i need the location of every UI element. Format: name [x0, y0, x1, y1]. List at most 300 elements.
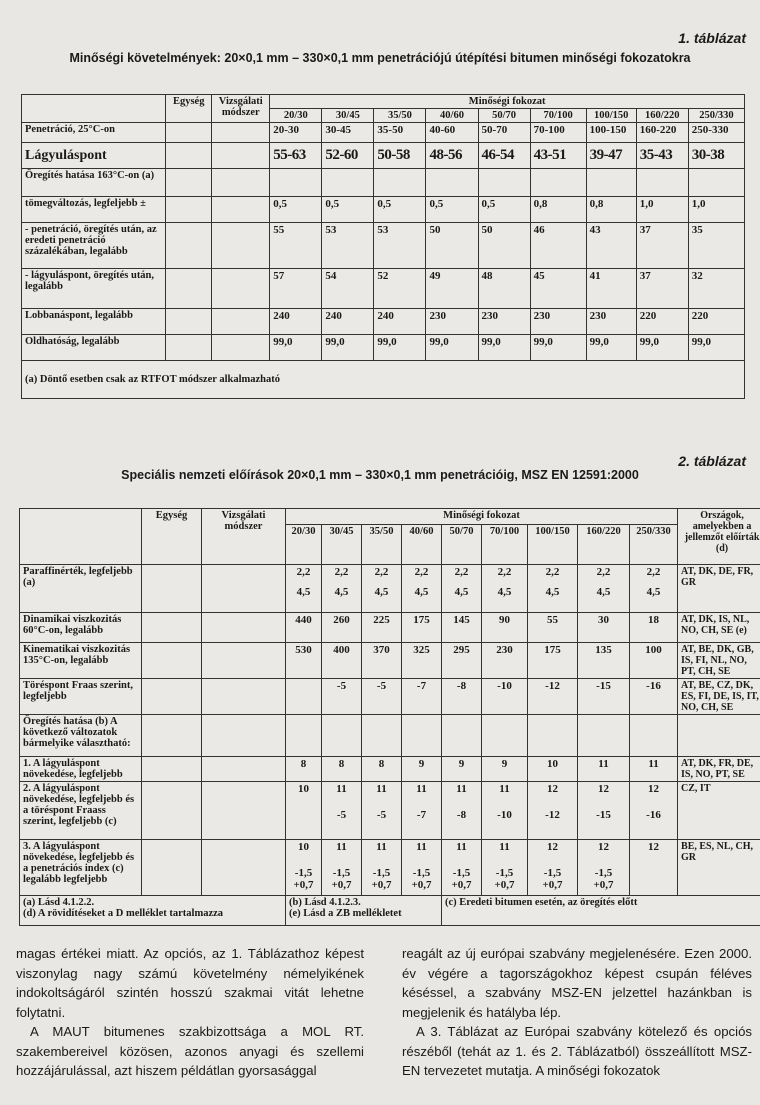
t2-value: [445, 716, 478, 728]
t2-value: 4,5: [454, 586, 469, 598]
t1-value-cell: 50: [426, 223, 478, 269]
t2-value-cell: [322, 679, 362, 715]
t1-row-label: tömegváltozás, legfeljebb ±: [22, 197, 166, 223]
t1-value-cell: 0,5: [322, 197, 374, 223]
t2-value-cell: [482, 643, 528, 679]
t2-countries-cell: AT, DK, DE, FR, GR: [678, 565, 760, 613]
t1-method-header: Vizsgálati módszer: [212, 95, 270, 123]
t2-value-cell: [442, 643, 482, 679]
table1: [21, 94, 745, 399]
t2-value-cell: [286, 757, 322, 782]
t2-row: [20, 782, 760, 840]
t2-value: 12: [648, 841, 660, 853]
t1-method-cell: [212, 197, 270, 223]
t1-grade-header: 70/100: [530, 109, 586, 123]
t1-value-cell: 20-30: [270, 123, 322, 143]
t2-row-label: Töréspont Fraas szerint, legfeljebb: [20, 679, 142, 715]
t2-value-cell: [528, 757, 578, 782]
t2-value: -1,5: [452, 867, 471, 879]
t1-value-cell: 1,0: [688, 197, 744, 223]
t1-value-cell: 43: [586, 223, 636, 269]
t2-row: [20, 840, 760, 896]
t2-countries-cell: [678, 715, 760, 757]
t2-value-cell: [442, 840, 482, 896]
t2-countries-cell: CZ, IT: [678, 782, 760, 840]
t2-value: 11: [376, 783, 387, 795]
t1-grade-header: 100/150: [586, 109, 636, 123]
table2-title: Speciális nemzeti előírások 20×0,1 mm – 330×0,1 mm penetrációig, MSZ EN 12591:2000: [121, 468, 639, 482]
t2-value-cell: [630, 757, 678, 782]
body-right-paragraph-1: reagált az új európai szabvány megjelenésére. Ezen 2000. év végére a tagországokhoz képest csupán féléves késéssel, a szabvány MSZ-EN jelzettel hazánkban is megjelenik és hatályba lép.: [402, 946, 752, 1020]
t2-row-label: Kinematikai viszkozitás 135°C-on, legalább: [20, 643, 142, 679]
t1-value-cell: 99,0: [688, 335, 744, 361]
t2-method-cell: [202, 757, 286, 782]
t2-value: 11: [499, 783, 510, 795]
t2-value: 18: [648, 614, 660, 626]
t1-grade-header: 20/30: [270, 109, 322, 123]
t1-row-label: Lágyuláspont: [22, 143, 166, 169]
t2-value: 2,2: [414, 566, 429, 578]
t2-unit-header: Egység: [142, 509, 202, 565]
t2-value: -16: [646, 680, 661, 692]
t1-value-cell: 99,0: [426, 335, 478, 361]
t1-row: [22, 309, 745, 335]
t2-countries-cell: AT, BE, DK, GB, IS, FI, NL, NO, PT, CH, SE: [678, 643, 760, 679]
t1-value-cell: 53: [374, 223, 426, 269]
t2-row: [20, 613, 760, 643]
table2-number: 2. táblázat: [678, 453, 746, 469]
t1-value-cell: [530, 169, 586, 197]
t2-method-cell: [202, 643, 286, 679]
t2-value: [325, 716, 358, 728]
t2-value-cell: [528, 679, 578, 715]
t2-value-cell: [402, 715, 442, 757]
t2-value: +0,7: [293, 879, 314, 891]
t1-unit-cell: [166, 143, 212, 169]
t2-grade-header: 70/100: [482, 525, 528, 565]
t2-unit-cell: [142, 643, 202, 679]
t2-value: [289, 680, 318, 692]
t1-grade-header: 30/45: [322, 109, 374, 123]
t2-value: 10: [298, 841, 309, 853]
t1-value-cell: 39-47: [586, 143, 636, 169]
t2-value-cell: [482, 613, 528, 643]
t1-corner: [22, 95, 166, 123]
t1-unit-cell: [166, 309, 212, 335]
t2-value: 12: [598, 841, 609, 853]
t2-value: [633, 867, 674, 879]
t2-value: 2,2: [374, 566, 389, 578]
t2-value-cell: [578, 643, 630, 679]
t2-value-cell: [630, 840, 678, 896]
t2-grade-header: 250/330: [630, 525, 678, 565]
t2-value-cell: [528, 565, 578, 613]
t1-value-cell: 0,5: [478, 197, 530, 223]
t2-value: -15: [596, 809, 611, 821]
t1-row: [22, 335, 745, 361]
t2-value: +0,7: [331, 879, 352, 891]
t2-value-cell: [578, 715, 630, 757]
t2-value: 2,2: [596, 566, 611, 578]
t1-value-cell: 100-150: [586, 123, 636, 143]
t2-countries-cell: BE, ES, NL, CH, GR: [678, 840, 760, 896]
t1-value-cell: [426, 169, 478, 197]
t1-value-cell: 53: [322, 223, 374, 269]
t2-value: -8: [456, 809, 467, 821]
table1-title: Minőségi követelmények: 20×0,1 mm – 330×0,1 mm penetrációjú útépítési bitumen minőségi fokozatokra: [69, 51, 691, 65]
t2-value-cell: [630, 643, 678, 679]
t1-method-cell: [212, 269, 270, 309]
t2-unit-cell: [142, 565, 202, 613]
t2-value: 11: [598, 758, 609, 770]
t1-unit-cell: [166, 197, 212, 223]
t2-value: [531, 716, 574, 728]
t2-value-cell: [402, 613, 442, 643]
t2-countries-cell: AT, DK, FR, DE, IS, NO, PT, SE: [678, 757, 760, 782]
t1-value-cell: 99,0: [530, 335, 586, 361]
t2-method-cell: [202, 840, 286, 896]
t1-value-cell: 48-56: [426, 143, 478, 169]
t2-value-cell: [322, 565, 362, 613]
t2-value: 2,2: [646, 566, 661, 578]
t2-value: -15: [596, 680, 611, 692]
t1-value-cell: 99,0: [270, 335, 322, 361]
t2-row: [20, 643, 760, 679]
t2-value-cell: [528, 613, 578, 643]
t2-grade-header: 20/30: [286, 525, 322, 565]
t1-value-cell: 50: [478, 223, 530, 269]
t1-row-label: Lobbanáspont, legalább: [22, 309, 166, 335]
t2-value: -5: [376, 809, 387, 821]
t2-value: 9: [501, 758, 508, 770]
t2-value: 4,5: [596, 586, 611, 598]
t1-value-cell: 37: [636, 269, 688, 309]
t1-value-cell: 46-54: [478, 143, 530, 169]
t2-value-cell: [528, 715, 578, 757]
t2-value-cell: [362, 757, 402, 782]
t1-grade-header: 40/60: [426, 109, 478, 123]
t1-value-cell: 52: [374, 269, 426, 309]
t2-value: 9: [458, 758, 465, 770]
t2-value-cell: [322, 782, 362, 840]
t1-row-label: Penetráció, 25°C-on: [22, 123, 166, 143]
t2-value: +0,7: [451, 879, 472, 891]
t2-row-label: 3. A lágyuláspont növekedése, legfeljebb és a penetrációs index (c) legalább legfeljebb: [20, 840, 142, 896]
t2-value-cell: [362, 840, 402, 896]
t1-value-cell: 54: [322, 269, 374, 309]
t1-value-cell: 52-60: [322, 143, 374, 169]
t2-method-cell: [202, 679, 286, 715]
t2-value: 2,2: [296, 566, 311, 578]
t2-value: 11: [376, 841, 387, 853]
t2-row: [20, 679, 760, 715]
t2-value-cell: [322, 715, 362, 757]
t2-row-label: 1. A lágyuláspont növekedése, legfeljebb: [20, 757, 142, 782]
t2-value: -1,5: [594, 867, 613, 879]
t1-footnote: (a) Döntő esetben csak az RTFOT módszer alkalmazható: [22, 361, 745, 399]
t2-value: 4,5: [646, 586, 661, 598]
t2-value: +0,7: [371, 879, 392, 891]
t2-value: [485, 716, 524, 728]
t1-method-cell: [212, 223, 270, 269]
t2-value: [633, 716, 674, 728]
t2-method-cell: [202, 715, 286, 757]
t1-grade-group-header: Minőségi fokozat: [270, 95, 745, 109]
t1-value-cell: 1,0: [636, 197, 688, 223]
t2-value: 11: [336, 783, 347, 795]
t2-value-cell: [630, 715, 678, 757]
t1-row: [22, 197, 745, 223]
t1-method-cell: [212, 143, 270, 169]
t2-value: -7: [416, 809, 427, 821]
t2-unit-cell: [142, 613, 202, 643]
t2-value-cell: [630, 613, 678, 643]
t2-method-cell: [202, 565, 286, 613]
t1-value-cell: 48: [478, 269, 530, 309]
t1-value-cell: 50-58: [374, 143, 426, 169]
t2-value: 90: [499, 614, 510, 626]
t1-value-cell: [270, 169, 322, 197]
t2-value: 4,5: [334, 586, 349, 598]
t2-value-cell: [286, 643, 322, 679]
t1-value-cell: 99,0: [636, 335, 688, 361]
t1-value-cell: 250-330: [688, 123, 744, 143]
table1-number: 1. táblázat: [678, 30, 746, 46]
t2-value-cell: [286, 715, 322, 757]
t2-value-cell: [482, 757, 528, 782]
t2-value: -10: [497, 809, 512, 821]
t1-value-cell: 57: [270, 269, 322, 309]
t2-value-cell: [630, 782, 678, 840]
t2-value-cell: [286, 679, 322, 715]
t2-grade-header: 100/150: [528, 525, 578, 565]
t1-value-cell: 49: [426, 269, 478, 309]
t2-value-cell: [322, 643, 362, 679]
t2-value: -7: [416, 680, 427, 692]
t1-value-cell: 230: [478, 309, 530, 335]
t2-value-cell: [442, 782, 482, 840]
t2-value: -8: [456, 680, 467, 692]
t2-value-cell: [442, 757, 482, 782]
t1-value-cell: 240: [374, 309, 426, 335]
t1-row-label: Oldhatóság, legalább: [22, 335, 166, 361]
t1-value-cell: 45: [530, 269, 586, 309]
t1-value-cell: 40-60: [426, 123, 478, 143]
t2-value-cell: [362, 782, 402, 840]
t2-value-cell: [578, 782, 630, 840]
t2-value: +0,7: [411, 879, 432, 891]
t2-value: 230: [496, 644, 513, 656]
t2-countries-header: Országok, amelyekben a jellemzőt előírták (d): [678, 509, 760, 565]
t1-value-cell: 35-50: [374, 123, 426, 143]
t2-value: 4,5: [374, 586, 389, 598]
t2-value-cell: [442, 715, 482, 757]
t1-value-cell: 35-43: [636, 143, 688, 169]
t1-value-cell: 220: [636, 309, 688, 335]
t2-value-cell: [630, 679, 678, 715]
t1-value-cell: 30-38: [688, 143, 744, 169]
t1-value-cell: 30-45: [322, 123, 374, 143]
t1-value-cell: [478, 169, 530, 197]
t2-value: 10: [298, 783, 309, 795]
t2-value: 8: [378, 758, 385, 770]
t2-unit-cell: [142, 715, 202, 757]
body-left-paragraph-2: A MAUT bitumenes szakbizottsága a MOL RT. szakembereivel közösen, azonos anyagi és szellemi hozzájárulással, azt hiszem példátlan gyorsasággal: [16, 1024, 364, 1078]
t2-row-label: Öregítés hatása (b) A következő változatok bármelyike választható:: [20, 715, 142, 757]
t2-value: -10: [497, 680, 512, 692]
t2-value: 325: [413, 644, 430, 656]
t1-value-cell: 55: [270, 223, 322, 269]
t2-value: 30: [598, 614, 609, 626]
t2-value: -12: [545, 809, 560, 821]
t2-unit-cell: [142, 782, 202, 840]
t1-value-cell: 220: [688, 309, 744, 335]
t2-row: [20, 757, 760, 782]
t2-value: 11: [336, 841, 347, 853]
t1-value-cell: 55-63: [270, 143, 322, 169]
t2-row-label: Dinamikai viszkozitás 60°C-on, legalább: [20, 613, 142, 643]
body-right-paragraph-2: A 3. Táblázat az Európai szabvány kötelező és opciós részéből (tehát az 1. és 2. Táblázatból) összeállított MSZ-EN tervezetet mutatja. A minőségi fokozatok: [402, 1024, 752, 1078]
t1-value-cell: 41: [586, 269, 636, 309]
t1-value-cell: 35: [688, 223, 744, 269]
t2-value-cell: [578, 565, 630, 613]
t2-row: [20, 715, 760, 757]
t1-grade-header: 35/50: [374, 109, 426, 123]
t2-value-cell: [402, 565, 442, 613]
t1-method-cell: [212, 309, 270, 335]
t2-value: [405, 716, 438, 728]
t1-unit-header: Egység: [166, 95, 212, 123]
t1-unit-cell: [166, 269, 212, 309]
t2-value: 175: [544, 644, 561, 656]
t2-value: 12: [598, 783, 609, 795]
t2-value-cell: [362, 613, 402, 643]
t2-value: 135: [595, 644, 612, 656]
t1-value-cell: 230: [586, 309, 636, 335]
t2-value: -12: [545, 680, 560, 692]
t2-method-cell: [202, 782, 286, 840]
body-right-column: [402, 944, 752, 1081]
t1-value-cell: 43-51: [530, 143, 586, 169]
t2-value: 400: [333, 644, 350, 656]
t2-value: 12: [648, 783, 660, 795]
t2-value: -1,5: [495, 867, 514, 879]
t2-value-cell: [442, 565, 482, 613]
t2-value-cell: [402, 840, 442, 896]
t2-value: -5: [376, 680, 387, 692]
t2-value: 225: [373, 614, 390, 626]
t2-value-cell: [362, 715, 402, 757]
t2-grade-group-header: Minőségi fokozat: [286, 509, 678, 525]
t1-method-cell: [212, 123, 270, 143]
t2-value: 530: [295, 644, 312, 656]
t2-value: -1,5: [543, 867, 562, 879]
t1-value-cell: 0,8: [586, 197, 636, 223]
t1-value-cell: 99,0: [478, 335, 530, 361]
t1-row-label: Öregítés hatása 163°C-on (a): [22, 169, 166, 197]
t2-value: 100: [645, 644, 662, 656]
t1-grade-header: 50/70: [478, 109, 530, 123]
t2-row-label: Paraffinérték, legfeljebb (a): [20, 565, 142, 613]
t1-row: [22, 123, 745, 143]
t1-row: [22, 169, 745, 197]
t2-unit-cell: [142, 840, 202, 896]
t2-value: [633, 879, 674, 891]
t1-value-cell: 99,0: [374, 335, 426, 361]
t2-value: -16: [646, 809, 661, 821]
t2-value: -1,5: [372, 867, 391, 879]
t1-value-cell: 0,5: [270, 197, 322, 223]
t1-value-cell: 99,0: [586, 335, 636, 361]
body-left-paragraph-1: magas értékei miatt. Az opciós, az 1. Táblázathoz képest viszonylag nagy számú követelmény némelyikének indokoltságáról szintén hosszú szakmai vitát lehetne folytatni.: [16, 946, 364, 1020]
t2-value: 10: [547, 758, 558, 770]
t2-value: [289, 809, 318, 821]
t1-value-cell: 230: [426, 309, 478, 335]
t2-value: 11: [456, 841, 467, 853]
t2-value: -1,5: [294, 867, 313, 879]
t2-value-cell: [528, 840, 578, 896]
t2-value: +0,7: [593, 879, 614, 891]
t2-row: [20, 565, 760, 613]
t2-value-cell: [528, 782, 578, 840]
t1-row: [22, 143, 745, 169]
t2-method-header: Vizsgálati módszer: [202, 509, 286, 565]
t1-unit-cell: [166, 223, 212, 269]
t1-value-cell: 37: [636, 223, 688, 269]
t1-value-cell: 160-220: [636, 123, 688, 143]
t1-value-cell: 0,5: [426, 197, 478, 223]
t1-method-cell: [212, 169, 270, 197]
t2-value-cell: [442, 679, 482, 715]
t2-value: 12: [547, 841, 558, 853]
t2-footnote-ad: (a) Lásd 4.1.2.2. (d) A rövidítéseket a D melléklet tartalmazza: [20, 896, 286, 926]
t2-value: -5: [336, 809, 347, 821]
t2-value: 2,2: [454, 566, 469, 578]
t1-row: [22, 223, 745, 269]
t1-value-cell: [374, 169, 426, 197]
t1-value-cell: 50-70: [478, 123, 530, 143]
t2-grade-header: 35/50: [362, 525, 402, 565]
t2-value: 4,5: [497, 586, 512, 598]
t2-value-cell: [286, 613, 322, 643]
t2-value-cell: [630, 565, 678, 613]
t2-value: -1,5: [412, 867, 431, 879]
t2-value: 2,2: [334, 566, 349, 578]
t2-row-label: 2. A lágyuláspont növekedése, legfeljebb és a töréspont Fraass szerint, legfeljebb (c): [20, 782, 142, 840]
t2-value: 4,5: [296, 586, 311, 598]
t2-grade-header: 160/220: [578, 525, 630, 565]
t2-value: 260: [333, 614, 350, 626]
t1-value-cell: 70-100: [530, 123, 586, 143]
t2-value: 2,2: [497, 566, 512, 578]
t2-value-cell: [482, 782, 528, 840]
t2-value-cell: [482, 565, 528, 613]
t1-value-cell: 32: [688, 269, 744, 309]
t2-value-cell: [286, 840, 322, 896]
t2-grade-header: 30/45: [322, 525, 362, 565]
t2-value: 8: [338, 758, 345, 770]
t1-value-cell: 240: [322, 309, 374, 335]
t2-value: 370: [373, 644, 390, 656]
t2-value: 4,5: [545, 586, 560, 598]
t2-value-cell: [286, 565, 322, 613]
t1-row: [22, 269, 745, 309]
t2-value: 11: [499, 841, 510, 853]
t2-value: 11: [648, 758, 659, 770]
t2-value: 8: [300, 758, 307, 770]
t1-unit-cell: [166, 335, 212, 361]
t2-value: 11: [416, 783, 427, 795]
